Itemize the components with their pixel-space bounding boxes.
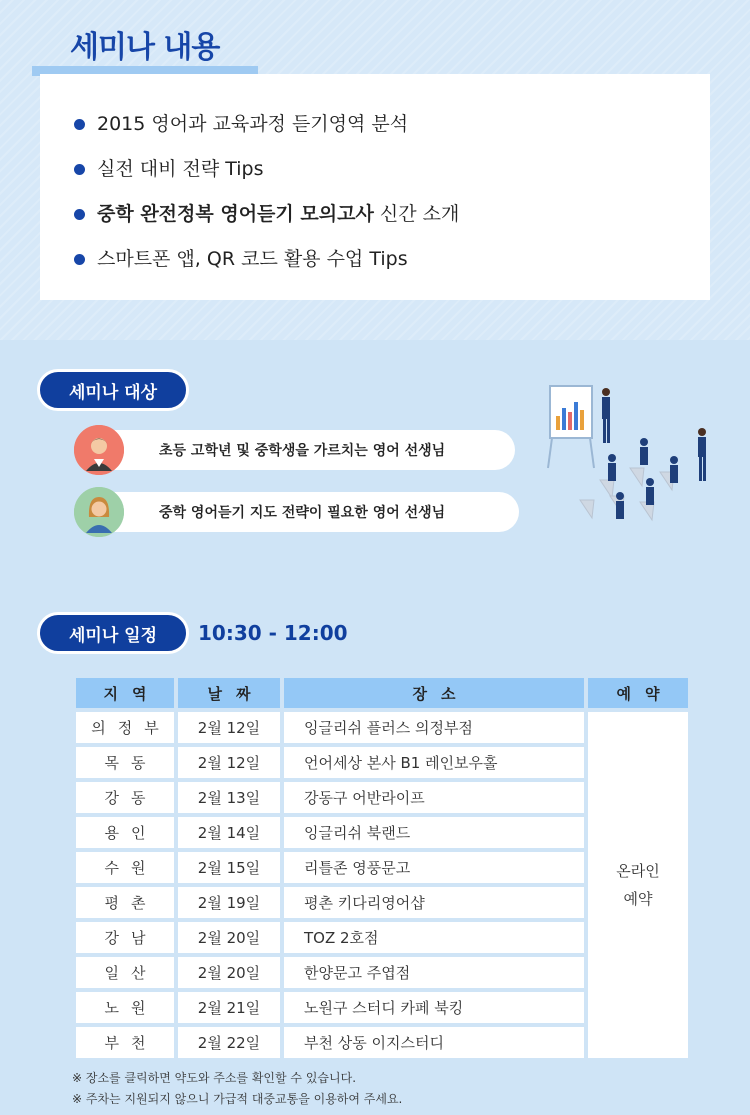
cell-place-link[interactable]: 잉글리쉬 플러스 의정부점 — [284, 712, 584, 743]
table-row — [76, 712, 688, 743]
cell-region: 강남 — [76, 922, 174, 953]
reserve-line2: 예약 — [623, 890, 653, 908]
cell-date: 2월 20일 — [178, 922, 280, 953]
cell-region: 의정부 — [76, 712, 174, 743]
schedule-time: 10:30 - 12:00 — [198, 621, 348, 645]
cell-place-link[interactable]: 강동구 어반라이프 — [284, 782, 584, 813]
table-header-row — [76, 678, 688, 708]
header-date: 날짜 — [178, 678, 280, 708]
content-box — [40, 74, 710, 300]
cell-place-link[interactable]: 한양문고 주엽점 — [284, 957, 584, 988]
schedule-heading: 세미나 일정 — [37, 612, 189, 654]
target-item: 초등 고학년 및 중학생을 가르치는 영어 선생님 — [95, 430, 515, 470]
bullet-icon — [74, 164, 85, 175]
target-heading: 세미나 대상 — [37, 369, 189, 411]
online-reserve-cell[interactable] — [588, 712, 688, 1058]
note-item: ※ 장소를 클릭하면 약도와 주소를 확인할 수 있습니다. — [72, 1071, 357, 1085]
cell-date: 2월 21일 — [178, 992, 280, 1023]
content-item-text: 신간 소개 — [373, 203, 460, 225]
cell-date: 2월 19일 — [178, 887, 280, 918]
content-item-strong: 중학 완전정복 영어듣기 모의고사 — [97, 203, 374, 225]
cell-place-link[interactable]: 노원구 스터디 카페 북킹 — [284, 992, 584, 1023]
cell-region: 수원 — [76, 852, 174, 883]
cell-place-link[interactable]: 부천 상동 이지스터디 — [284, 1027, 584, 1058]
cell-date: 2월 15일 — [178, 852, 280, 883]
content-item-text: 스마트폰 앱, QR 코드 활용 수업 Tips — [97, 248, 408, 270]
content-list — [40, 74, 710, 282]
presentation-illustration — [540, 372, 720, 542]
target-item: 중학 영어듣기 지도 전략이 필요한 영어 선생님 — [95, 492, 519, 532]
cell-region: 강동 — [76, 782, 174, 813]
content-item — [74, 192, 710, 237]
cell-date: 2월 14일 — [178, 817, 280, 848]
cell-region: 일산 — [76, 957, 174, 988]
bullet-icon — [74, 209, 85, 220]
cell-date: 2월 12일 — [178, 712, 280, 743]
cell-region: 용인 — [76, 817, 174, 848]
teacher-avatar-icon — [74, 487, 124, 537]
cell-place-link[interactable]: TOZ 2호점 — [284, 922, 584, 953]
reserve-line1: 온라인 — [616, 862, 660, 880]
cell-date: 2월 20일 — [178, 957, 280, 988]
bullet-icon — [74, 254, 85, 265]
cell-place-link[interactable]: 잉글리쉬 북랜드 — [284, 817, 584, 848]
cell-region: 부천 — [76, 1027, 174, 1058]
header-place: 장소 — [284, 678, 584, 708]
teacher-avatar-icon — [74, 425, 124, 475]
content-item — [74, 147, 710, 192]
header-region: 지역 — [76, 678, 174, 708]
note-item: ※ 주차는 지원되지 않으니 가급적 대중교통을 이용하여 주세요. — [72, 1092, 403, 1106]
notes — [72, 1068, 402, 1110]
content-item-text: 실전 대비 전략 Tips — [97, 158, 264, 180]
content-item — [74, 102, 710, 147]
cell-date: 2월 22일 — [178, 1027, 280, 1058]
cell-place-link[interactable]: 리틀존 영풍문고 — [284, 852, 584, 883]
schedule-table — [72, 674, 692, 1062]
cell-region: 노원 — [76, 992, 174, 1023]
cell-date: 2월 12일 — [178, 747, 280, 778]
header-reserve: 예약 — [588, 678, 688, 708]
cell-region: 목동 — [76, 747, 174, 778]
cell-region: 평촌 — [76, 887, 174, 918]
content-title: 세미나 내용 — [70, 30, 220, 65]
cell-place-link[interactable]: 언어세상 본사 B1 레인보우홀 — [284, 747, 584, 778]
cell-date: 2월 13일 — [178, 782, 280, 813]
content-item-text: 2015 영어과 교육과정 듣기영역 분석 — [97, 113, 409, 135]
bullet-icon — [74, 119, 85, 130]
content-item — [74, 237, 710, 282]
cell-place-link[interactable]: 평촌 키다리영어샵 — [284, 887, 584, 918]
